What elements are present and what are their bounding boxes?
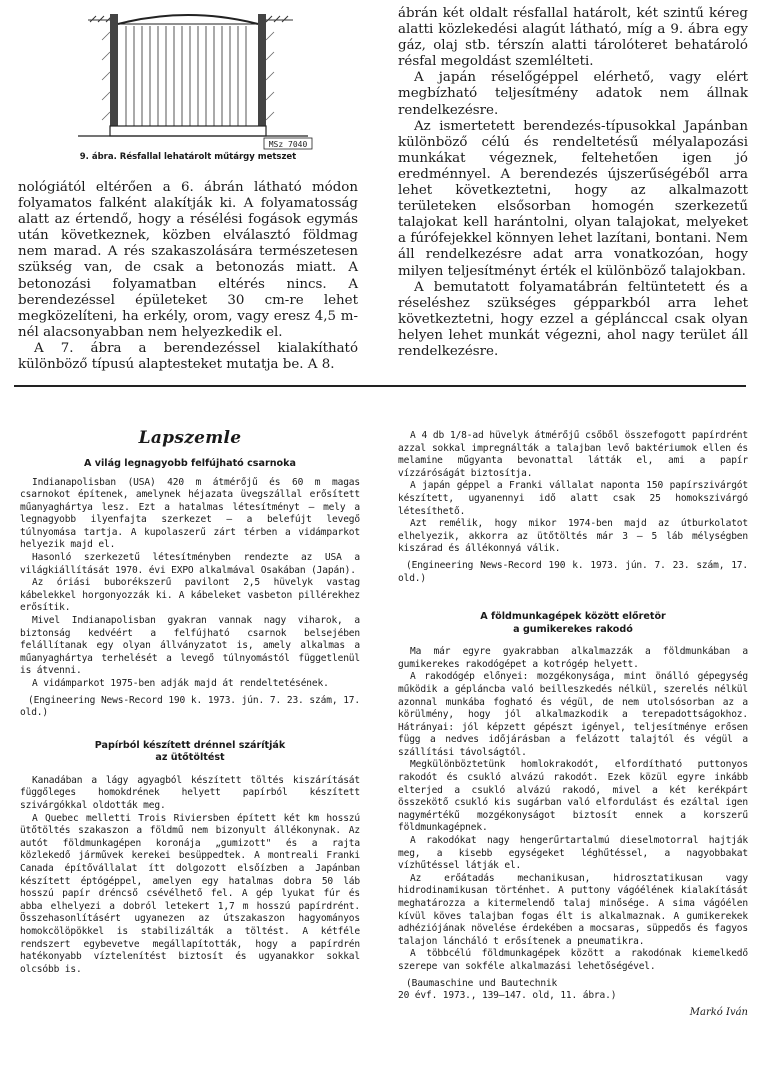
article-title-line2: a gumikerekes rakodó <box>513 623 633 635</box>
bottom-left-column <box>20 428 360 976</box>
reference: (Engineering News-Record 190 k. 1973. jún. 7. 23. szám, 17. old.) <box>398 559 748 584</box>
paragraph: A rakodógép előnyei: mozgékonysága, mint önálló gépegység működik a géplánсba való beilleszkedés nélkül, szerelés nélkül azonnal munkába fogható és végül, de nem utolsósorban az a körülmény, hogy jól alkalmazkodik a terepadottságokhoz. Hátrányai: jól képzett gépészt igényel, teljesítménye erősen függ a nedves időjárásban a felázott talajtól és végül a szállítási távolságtól. <box>398 671 748 758</box>
paragraph: A 4 db 1/8-ad hüvelyk átmérőjű csőből összefogott papírdrént azzal sokkal impregnálták a talajban levő baktériumok ellen és melamine műgyanta bevonattal látták el, ami a papír vízzáróságát biztosítja. <box>398 430 748 479</box>
figure-caption: 9. ábra. Résfallal lehatárolt műtárgy metszet <box>79 152 297 162</box>
paragraph: ábrán két oldalt résfallal határolt, két szintű kéreg alatti közlekedési alagút látható, míg a 9. ábra egy gáz, olaj stb. térszín alatti tárolóteret behatároló résfal megoldást szemlélteti. <box>398 6 748 70</box>
figure-9 <box>18 0 358 168</box>
section-title: Lapszemle <box>138 428 242 448</box>
paragraph: A vidámparkot 1975-ben adják majd át rendeltetésének. <box>32 678 329 689</box>
paragraph: Mivel Indianapolisban gyakran vannak nagy viharok, a biztonság kedvéért a felfújható csarnok belsejében felállítanak egy olyan állványzatot is, amely alkalmas a műanyaghártya terhelését a levegő túlnyomástól függetlenül is átvenni. <box>20 615 360 677</box>
paragraph: A Quebec melletti Trois Riviersben épített két km hosszú ütőtöltés szakaszon a földmű nem bizonyult állékonynak. Az autót földmunkagépen koronája „gumizott" és a rajta közlekedő járművek kerekei besüppedtek. A montreali Franki Canada építővállalat ítt dolgozott elsőízben a Japánban készített éptógéppel, amelyen egy hatalmas dobra 50 láb hosszú papír dréncső csévélhető fel. A gép lyukat fúr és abba elhelyezi a dobról letekert 1,7 m hosszú papírdrént. Összehasonlításért ugyanezen az útszakaszon hagyományos homokcölöpökkel is stabilizálták a töltést. A kétféle rendszert egybevetve megállapították, hogy a papírdrén hatékonyabb víztelenítést biztosít és ugyanakkor sokkal olcsóbb is. <box>20 812 360 975</box>
reference: (Engineering News-Record 190 k. 1973. jún. 7. 23. szám, 17. old.) <box>20 694 360 719</box>
top-right-column <box>398 6 748 360</box>
paragraph: nológiától eltérően a 6. ábrán látható módon folyamatos falként alakítják ki. A folyamatosság alatt az értendő, hogy a résélési fogások egymás után következnek, közben elválasztó földmag nem marad. A rés szakaszolására természetesen szükség van, de csak a betonozás miatt. A betonozási folyamatban eltérés nincs. A berendezéssel épületeket 30 cm-re lehet megközelíteni, ha erkély, orom, vagy eresz 4,5 m-nél alacsonyabban nem helyezkedik el. <box>18 180 358 340</box>
author: Markó Iván <box>689 1006 748 1018</box>
section-divider <box>14 385 746 387</box>
article-title: Papírból készített drénnel szárítják <box>94 739 286 751</box>
paragraph: Kanadában a lágy agyagból készített töltés kiszárítását függőleges homokdrének helyett papírból készített szivárgókkal oldották meg. <box>20 774 360 811</box>
reference: (Baumaschine und Bautechnik <box>406 977 558 989</box>
paragraph: A japán géppel a Franki vállalat naponta 150 papírszivárgót készített, ugyanennyi idő alatt csak 25 homokszivárgó létesíthető. <box>398 480 748 517</box>
paragraph: Megkülönböztetünk homlokrakodót, elfordítható puttonyos rakodót és csukló alvázú rakodót. Ezek közül egyre inkább elterjed a csukló alvázú rakodó, mivel a két kerékpárt összekötő csukló kis sugárban való elfordulást és ezáltal igen nagymértékű mozgékonyságot biztosít ennek a korszerű földmunkagépnek. <box>398 759 748 834</box>
top-left-column <box>18 180 358 373</box>
paragraph: A többcélú földmunkagépek között a rakodónak kiemelkedő szerepe van sokféle alkalmazási lehetőségével. <box>398 948 748 972</box>
paragraph: Azt remélik, hogy mikor 1974-ben majd az útburkolatot elhelyezik, akkorra az ütőtöltés már 3 — 5 láb mélységben kiszárad és állékonnyá válik. <box>398 518 748 555</box>
paragraph: A bemutatott folyamatábrán feltüntetett és a réseléshez szükséges gépparkból arra lehet következtetni, hogy ezzel a géplánccal csak olyan helyen lehet munkát végezni, ahol nagy terület áll rendelkezésre. <box>398 279 748 359</box>
paragraph: Hasonló szerkezetű létesítményben rendezte az USA a világkiállítását 1970. évi EXPO alkalmával Osakában (Japán). <box>20 552 360 576</box>
article-title: A földmunkagépek között előretör <box>480 611 666 623</box>
article-title-line2: az ütőtöltést <box>155 752 225 764</box>
paragraph: Az óriási buborékszerű pavilont 2,5 hüvelyk vastag kábelekkel horgonyozzák ki. A kábeleket vasbeton pillérekhez erősítik. <box>20 577 360 614</box>
paragraph: Ma már egyre gyakrabban alkalmazzák a földmunkában a gumikerekes rakodógépet a kotrógép helyett. <box>398 646 748 670</box>
paragraph: A 7. ábra a berendezéssel kialakítható különböző típusú alaptesteket mutatja be. A 8. <box>18 340 358 373</box>
paragraph: Indianapolisban (USA) 420 m átmérőjű és 60 m magas csarnokot építenek, amelynek héjazata üvegszállal erősített műanyaghártya lesz. Ezt a hatalmas létesítményt — mely a legnagyobb ilyenfajta szerkezet — a belefújt levegő túlnyomása tartja. A kupolaszerű zárt térben a vidámparkot helyezik majd el. <box>20 476 360 551</box>
bottom-right-column <box>398 430 748 1018</box>
figure-9-drawing <box>18 0 358 150</box>
article-title: A világ legnagyobb felfújható csarnoka <box>84 458 296 469</box>
paragraph: A rakodókat nagy hengerűrtartalmú dieselmotorral hajtják meg, a kisebb egységeket léghűtéssel, a nagyobbakat vízhűtéssel látják el. <box>398 835 748 872</box>
paragraph: Az erőátadás mechanikusan, hidrosztatikusan vagy hidrodinamikusan történhet. A puttony vágóélének kialakítását meghatározza a kitermelendő talaj minősége. A sima vágóélen kívül köves talajban fogas élt is alkalmaznak. A gumikerekek adhéziójának növelése érdekében a mocsaras, süppedős és fagyos talajon láncháló t erősítenek a pneumatikra. <box>398 872 748 947</box>
figure-tag: MSz 7040 <box>268 140 308 149</box>
paragraph: A japán réselőgéppel elérhető, vagy elért megbízható teljesítmény adatok nem állnak rendelkezésre. <box>398 70 748 118</box>
reference-line2: 20 évf. 1973., 139—147. old, 11. ábra.) <box>398 990 617 1002</box>
paragraph: Az ismertetett berendezés-típusokkal Japánban különböző célú és rendeltetésű mélyalapozási munkákat végeznek, feltehetően igen jó eredménnyel. A berendezés újszerűségéből arra lehet következtetni, hogy az alkalmazott területeken elsősorban homogén szerkezetű talajokat kell harántolni, olyan talajokat, melyeket a fúrófejekkel könnyen lehet lazítani, bontani. Nem áll rendelkezésre adat arra vonatkozóan, hogy milyen teljesítményt érték el különböző talajokban. <box>398 118 748 279</box>
